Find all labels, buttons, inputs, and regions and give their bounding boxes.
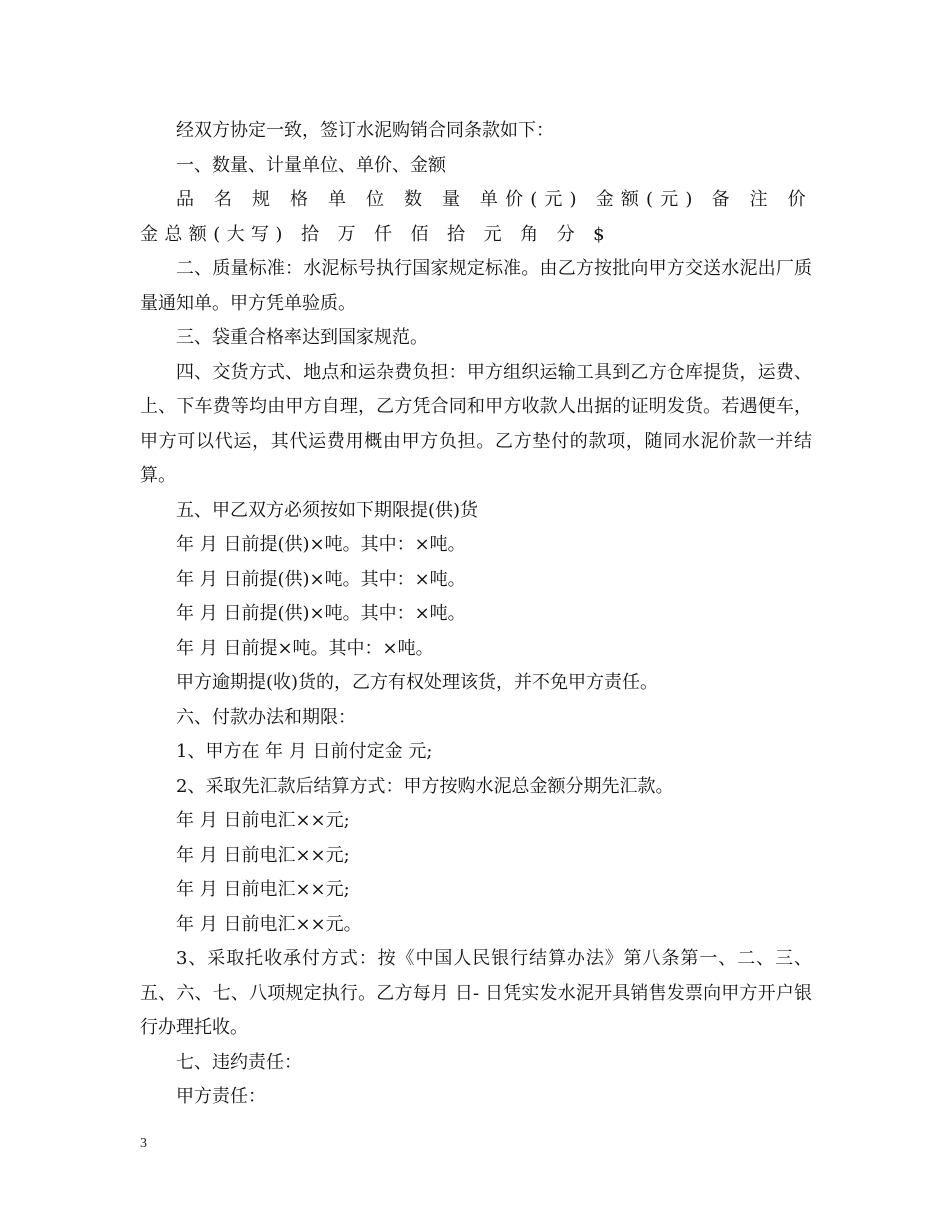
delivery-line-4: 年 月 日前提×吨。其中：×吨。 [176, 637, 434, 659]
delivery-line-2: 年 月 日前提(供)×吨。其中：×吨。 [176, 568, 466, 590]
late-delivery-clause: 甲方逾期提(收)货的，乙方有权处理该货，并不免甲方责任。 [176, 672, 659, 693]
section-1-heading: 一、数量、计量单位、单价、金额 [176, 154, 446, 176]
payment-item-1: 1、甲方在 年 月 日前付定金 元; [176, 741, 433, 762]
section-5-heading: 五、甲乙双方必须按如下期限提(供)货 [176, 499, 479, 521]
section-7-heading: 七、违约责任： [176, 1051, 302, 1073]
section-6-heading: 六、付款办法和期限： [176, 706, 356, 728]
section-2-paragraph: 二、质量标准：水泥标号执行国家规定标准。由乙方按批向甲方交送水泥出厂质量通知单。甲方凭单验质。 [140, 258, 812, 314]
payment-item-3: 3、采取托收承付方式：按《中国人民银行结算办法》第八条第一、二、三、五、六、七、八项规定执行。乙方每月 日- 日凭实发水泥开具销售发票向甲方开户银行办理托收。 [140, 948, 812, 1038]
party-a-liability-heading: 甲方责任： [176, 1086, 266, 1107]
section-3-paragraph: 三、袋重合格率达到国家规范。 [176, 327, 428, 348]
table-header-line: 品 名 规 格 单 位 数 量 单价(元) 金额(元) 备 注 价金总额(大写) 拾 万 仟 佰 拾 元 角 分 $ [140, 189, 812, 245]
wire-line-3: 年 月 日前电汇××元; [176, 879, 350, 900]
delivery-line-3: 年 月 日前提(供)×吨。其中：×吨。 [176, 603, 466, 624]
wire-line-4: 年 月 日前电汇××元。 [176, 913, 362, 935]
wire-line-1: 年 月 日前电汇××元; [176, 810, 350, 831]
intro-paragraph: 经双方协定一致，签订水泥购销合同条款如下： [176, 120, 554, 141]
section-4-paragraph: 四、交货方式、地点和运杂费负担：甲方组织运输工具到乙方仓库提货，运费、上、下车费等均由甲方自理，乙方凭合同和甲方收款人出据的证明发货。若遇便车，甲方可以代运，其代运费用概由甲方负担。乙方垫付的款项，随同水泥价款一并结算。 [140, 361, 812, 486]
document-body [140, 114, 812, 1115]
wire-line-2: 年 月 日前电汇××元; [176, 844, 350, 866]
delivery-line-1: 年 月 日前提(供)×吨。其中：×吨。 [176, 534, 466, 555]
page-number: 3 [140, 1136, 147, 1151]
payment-item-2: 2、采取先汇款后结算方式：甲方按购水泥总金额分期先汇款。 [176, 775, 674, 797]
